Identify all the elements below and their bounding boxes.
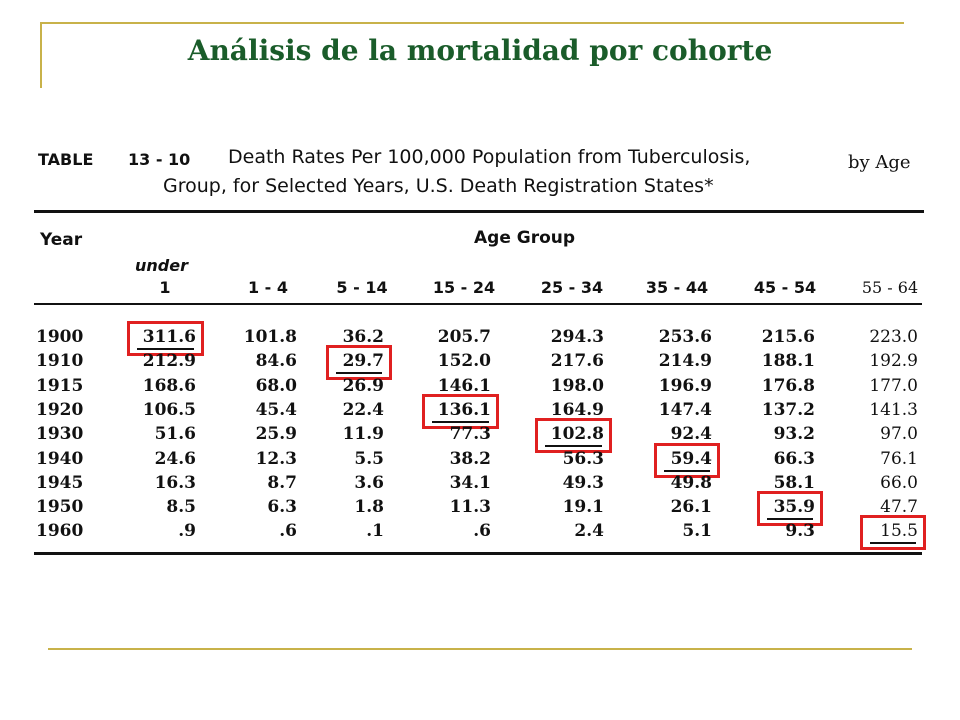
table-cell: 2.4: [574, 521, 604, 542]
column-header: 55 - 64: [861, 278, 919, 297]
table-cell: 92.4: [670, 424, 712, 445]
slide-title: Análisis de la mortalidad por cohorte: [187, 34, 773, 67]
table-caption-suffix: by Age: [848, 152, 911, 173]
table-caption-line2: Group, for Selected Years, U.S. Death Registration States*: [163, 175, 714, 197]
table-top-rule: [34, 210, 924, 213]
column-header: 1 - 4: [247, 278, 289, 297]
column-header: 35 - 44: [645, 278, 709, 297]
table-cell: 137.2: [761, 399, 815, 420]
table-cell: 101.8: [243, 327, 297, 347]
table-cell: 22.4: [342, 399, 384, 420]
table-cell: 47.7: [880, 497, 918, 518]
table-cell: .1: [366, 521, 384, 542]
table-cell: 97.0: [880, 424, 918, 445]
table-cell: 25.9: [255, 424, 297, 445]
table-cell: 3.6: [354, 472, 384, 493]
table-cell: 66.3: [773, 448, 815, 469]
table-cell: 177.0: [869, 375, 918, 396]
table-cell: 45.4: [255, 399, 297, 420]
year-header: Year: [40, 230, 83, 250]
table-cell: 11.9: [342, 424, 384, 445]
table-cell: 26.9: [342, 375, 384, 396]
table-cell: 68.0: [255, 375, 297, 396]
table-cell: 214.9: [658, 351, 712, 372]
table-cell: 215.6: [761, 327, 815, 347]
table-cell: 93.2: [773, 424, 815, 445]
table-cell: 147.4: [658, 399, 712, 420]
table-cell: 136.1: [437, 399, 491, 420]
table-cell: 15.5: [880, 521, 918, 542]
table-cell: 106.5: [142, 399, 196, 420]
table-cell: 9.3: [785, 521, 815, 542]
table-cell: 51.6: [154, 424, 196, 445]
row-year: 1900: [36, 327, 84, 347]
column-header: 1: [159, 278, 171, 297]
table-cell: 8.7: [267, 472, 297, 493]
age-group-header: Age Group: [474, 228, 576, 248]
table-cell: .6: [473, 521, 491, 542]
table-cell: 5.5: [354, 448, 384, 469]
column-header: 45 - 54: [753, 278, 817, 297]
header-rule: [34, 303, 922, 305]
table-cell: 77.3: [449, 424, 491, 445]
table-cell: 212.9: [142, 351, 196, 372]
table-cell: 294.3: [550, 327, 604, 347]
table-cell: 188.1: [761, 351, 815, 372]
table-cell: 152.0: [437, 351, 491, 372]
table-cell: 12.3: [255, 448, 297, 469]
table-cell: 35.9: [773, 497, 815, 518]
table-cell: 11.3: [449, 497, 491, 518]
table-cell: 223.0: [869, 327, 918, 347]
under-label: under: [135, 256, 188, 275]
table-cell: .6: [279, 521, 297, 542]
table-cell: 198.0: [550, 375, 604, 396]
table-cell: 59.4: [670, 448, 712, 469]
table-cell: 66.0: [880, 472, 918, 493]
table-cell: 205.7: [437, 327, 491, 347]
highlight-box: [860, 515, 926, 550]
table-cell: 58.1: [773, 472, 815, 493]
table-cell: 1.8: [354, 497, 384, 518]
table-cell: 5.1: [682, 521, 712, 542]
row-year: 1950: [36, 497, 84, 518]
table-cell: 49.3: [562, 472, 604, 493]
table-cell: 56.3: [562, 448, 604, 469]
table-caption: Death Rates Per 100,000 Population from Tuberculosis,: [228, 146, 751, 168]
table-cell: 8.5: [166, 497, 196, 518]
table-cell: 76.1: [880, 448, 918, 469]
table-cell: 26.1: [670, 497, 712, 518]
table-cell: 217.6: [550, 351, 604, 372]
table-cell: 196.9: [658, 375, 712, 396]
table-cell: 102.8: [550, 424, 604, 445]
table-cell: 19.1: [562, 497, 604, 518]
table-cell: 16.3: [154, 472, 196, 493]
row-year: 1945: [36, 472, 84, 493]
row-year: 1910: [36, 351, 84, 372]
table-cell: 6.3: [267, 497, 297, 518]
column-header: 5 - 14: [336, 278, 388, 297]
column-header: 15 - 24: [432, 278, 496, 297]
table-cell: 84.6: [255, 351, 297, 372]
table-cell: 168.6: [142, 375, 196, 396]
row-year: 1915: [36, 375, 84, 396]
table-cell: 164.9: [550, 399, 604, 420]
row-year: 1920: [36, 399, 84, 420]
table-cell: 38.2: [449, 448, 491, 469]
table-cell: 311.6: [142, 327, 196, 347]
row-year: 1940: [36, 448, 84, 469]
table-cell: 176.8: [761, 375, 815, 396]
table-cell: 141.3: [869, 399, 918, 420]
table-cell: 29.7: [342, 351, 384, 372]
table-cell: 253.6: [658, 327, 712, 347]
table-cell: 49.8: [670, 472, 712, 493]
table-bottom-rule: [34, 552, 922, 555]
column-header: 25 - 34: [540, 278, 604, 297]
table-label: TABLE: [38, 150, 94, 169]
table-cell: .9: [178, 521, 196, 542]
table-cell: 34.1: [449, 472, 491, 493]
table-cell: 192.9: [869, 351, 918, 372]
table-cell: 146.1: [437, 375, 491, 396]
table-cell: 24.6: [154, 448, 196, 469]
row-year: 1960: [36, 521, 84, 542]
table-cell: 36.2: [342, 327, 384, 347]
row-year: 1930: [36, 424, 84, 445]
table-number: 13 - 10: [128, 150, 191, 169]
